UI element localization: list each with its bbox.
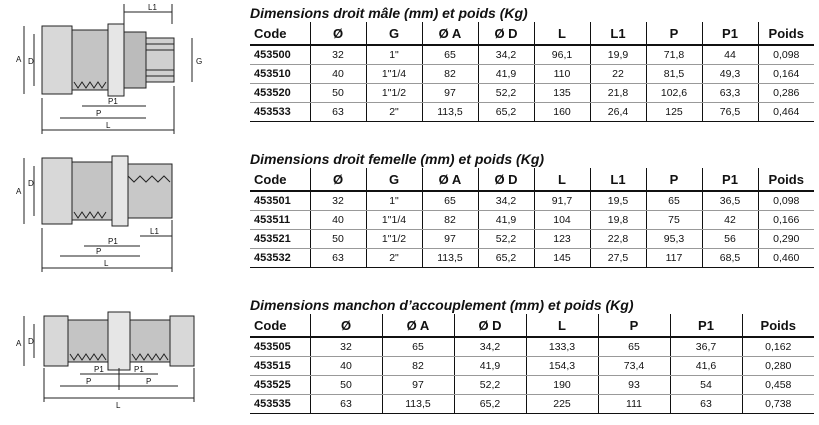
- cell: 49,3: [702, 65, 758, 84]
- label-p1: P1: [108, 237, 118, 246]
- label-g: G: [196, 57, 203, 66]
- cell: 2": [366, 249, 422, 268]
- cell: 65,2: [454, 395, 526, 414]
- cell: 133,3: [526, 337, 598, 357]
- col-p: P: [646, 168, 702, 191]
- cell: 36,7: [670, 337, 742, 357]
- cell: 123: [534, 230, 590, 249]
- col-weight: Poids: [758, 22, 814, 45]
- table-row: [250, 376, 814, 395]
- table-row: [250, 211, 814, 230]
- col-diameter: Ø: [310, 168, 366, 191]
- cell: 1": [366, 45, 422, 65]
- cell: 19,5: [590, 191, 646, 211]
- cell: 40: [310, 211, 366, 230]
- female-fitting-title: Dimensions droit femelle (mm) et poids (Kg): [250, 151, 545, 167]
- cell: 63: [310, 395, 382, 414]
- cell: 52,2: [478, 230, 534, 249]
- cell: 113,5: [382, 395, 454, 414]
- label-l1: L1: [150, 227, 159, 236]
- cell: 97: [422, 230, 478, 249]
- cell: 0,464: [758, 103, 814, 122]
- cell: 0,460: [758, 249, 814, 268]
- cell: 135: [534, 84, 590, 103]
- col-d: Ø D: [478, 168, 534, 191]
- cell: 453505: [250, 337, 310, 357]
- cell: 32: [310, 191, 366, 211]
- cell: 82: [422, 211, 478, 230]
- cell: 0,286: [758, 84, 814, 103]
- cell: 110: [534, 65, 590, 84]
- cell: 54: [670, 376, 742, 395]
- cell: 19,9: [590, 45, 646, 65]
- cell: 22,8: [590, 230, 646, 249]
- col-g: G: [366, 168, 422, 191]
- cell: 81,5: [646, 65, 702, 84]
- col-d: Ø D: [478, 22, 534, 45]
- col-weight: Poids: [742, 314, 814, 337]
- cell: 0,280: [742, 357, 814, 376]
- coupler-block: [250, 296, 814, 414]
- label-a: A: [16, 339, 22, 348]
- col-p: P: [598, 314, 670, 337]
- cell: 0,164: [758, 65, 814, 84]
- drawing-male-fitting: [4, 2, 240, 142]
- cell: 50: [310, 84, 366, 103]
- col-code: Code: [250, 168, 310, 191]
- cell: 145: [534, 249, 590, 268]
- cell: 63,3: [702, 84, 758, 103]
- table-row: [250, 191, 814, 211]
- cell: 50: [310, 230, 366, 249]
- cell: 453525: [250, 376, 310, 395]
- cell: 65: [422, 191, 478, 211]
- col-diameter: Ø: [310, 22, 366, 45]
- cell: 97: [382, 376, 454, 395]
- col-a: Ø A: [422, 168, 478, 191]
- cell: 0,738: [742, 395, 814, 414]
- cell: 91,7: [534, 191, 590, 211]
- cell: 453521: [250, 230, 310, 249]
- col-l1: L1: [590, 168, 646, 191]
- male-fitting-title: Dimensions droit mâle (mm) et poids (Kg): [250, 5, 528, 21]
- cell: 113,5: [422, 103, 478, 122]
- col-l: L: [534, 22, 590, 45]
- cell: 225: [526, 395, 598, 414]
- col-l1: L1: [590, 22, 646, 45]
- table-row: [250, 249, 814, 268]
- cell: 34,2: [478, 45, 534, 65]
- cell: 0,098: [758, 191, 814, 211]
- cell: 52,2: [478, 84, 534, 103]
- cell: 82: [422, 65, 478, 84]
- cell: 56: [702, 230, 758, 249]
- cell: 453533: [250, 103, 310, 122]
- cell: 34,2: [454, 337, 526, 357]
- cell: 453510: [250, 65, 310, 84]
- cell: 1"1/4: [366, 211, 422, 230]
- cell: 44: [702, 45, 758, 65]
- cell: 0,098: [758, 45, 814, 65]
- cell: 34,2: [478, 191, 534, 211]
- cell: 40: [310, 65, 366, 84]
- label-a: A: [16, 55, 22, 64]
- cell: 453511: [250, 211, 310, 230]
- cell: 42: [702, 211, 758, 230]
- cell: 41,9: [478, 65, 534, 84]
- label-l: L: [104, 259, 109, 268]
- label-p-right: P: [146, 377, 152, 386]
- cell: 65: [598, 337, 670, 357]
- cell: 73,4: [598, 357, 670, 376]
- cell: 41,9: [478, 211, 534, 230]
- table-row: [250, 337, 814, 357]
- label-l: L: [106, 121, 111, 130]
- table-row: [250, 65, 814, 84]
- col-l: L: [526, 314, 598, 337]
- cell: 453535: [250, 395, 310, 414]
- cell: 154,3: [526, 357, 598, 376]
- coupler-table: [250, 314, 814, 414]
- cell: 0,162: [742, 337, 814, 357]
- col-code: Code: [250, 314, 310, 337]
- col-code: Code: [250, 22, 310, 45]
- cell: 21,8: [590, 84, 646, 103]
- cell: 160: [534, 103, 590, 122]
- cell: 125: [646, 103, 702, 122]
- cell: 65,2: [478, 103, 534, 122]
- cell: 36,5: [702, 191, 758, 211]
- cell: 50: [310, 376, 382, 395]
- cell: 1"1/2: [366, 230, 422, 249]
- drawing-female-fitting: [4, 150, 240, 278]
- cell: 63: [310, 249, 366, 268]
- cell: 52,2: [454, 376, 526, 395]
- cell: 2": [366, 103, 422, 122]
- label-p1-left: P1: [94, 365, 104, 374]
- cell: 19,8: [590, 211, 646, 230]
- label-l1: L1: [148, 3, 157, 12]
- cell: 1"1/2: [366, 84, 422, 103]
- table-row: [250, 103, 814, 122]
- cell: 75: [646, 211, 702, 230]
- cell: 26,4: [590, 103, 646, 122]
- cell: 65,2: [478, 249, 534, 268]
- label-a: A: [16, 187, 22, 196]
- cell: 68,5: [702, 249, 758, 268]
- cell: 104: [534, 211, 590, 230]
- col-p: P: [646, 22, 702, 45]
- cell: 27,5: [590, 249, 646, 268]
- male-fitting-table: [250, 22, 814, 122]
- cell: 0,458: [742, 376, 814, 395]
- cell: 96,1: [534, 45, 590, 65]
- cell: 65: [382, 337, 454, 357]
- cell: 63: [670, 395, 742, 414]
- col-weight: Poids: [758, 168, 814, 191]
- cell: 453515: [250, 357, 310, 376]
- label-p: P: [96, 247, 102, 256]
- cell: 97: [422, 84, 478, 103]
- label-d: D: [28, 337, 34, 346]
- label-p1-right: P1: [134, 365, 144, 374]
- table-row: [250, 395, 814, 414]
- drawing-coupler: [4, 294, 240, 422]
- col-a: Ø A: [422, 22, 478, 45]
- col-p1: P1: [670, 314, 742, 337]
- cell: 102,6: [646, 84, 702, 103]
- label-d: D: [28, 57, 34, 66]
- cell: 453532: [250, 249, 310, 268]
- cell: 111: [598, 395, 670, 414]
- cell: 0,290: [758, 230, 814, 249]
- female-fitting-table: [250, 168, 814, 268]
- col-diameter: Ø: [310, 314, 382, 337]
- label-p: P: [96, 109, 102, 118]
- cell: 113,5: [422, 249, 478, 268]
- table-row: [250, 84, 814, 103]
- cell: 41,6: [670, 357, 742, 376]
- cell: 93: [598, 376, 670, 395]
- cell: 453520: [250, 84, 310, 103]
- col-g: G: [366, 22, 422, 45]
- female-fitting-block: [250, 150, 814, 268]
- cell: 41,9: [454, 357, 526, 376]
- cell: 95,3: [646, 230, 702, 249]
- cell: 1": [366, 191, 422, 211]
- cell: 32: [310, 337, 382, 357]
- cell: 82: [382, 357, 454, 376]
- cell: 71,8: [646, 45, 702, 65]
- cell: 0,166: [758, 211, 814, 230]
- cell: 65: [646, 191, 702, 211]
- col-a: Ø A: [382, 314, 454, 337]
- table-row: [250, 230, 814, 249]
- cell: 190: [526, 376, 598, 395]
- cell: 453500: [250, 45, 310, 65]
- cell: 63: [310, 103, 366, 122]
- cell: 32: [310, 45, 366, 65]
- cell: 76,5: [702, 103, 758, 122]
- table-row: [250, 45, 814, 65]
- coupler-title: Dimensions manchon d’accouplement (mm) et poids (Kg): [250, 297, 634, 313]
- cell: 117: [646, 249, 702, 268]
- label-d: D: [28, 179, 34, 188]
- cell: 22: [590, 65, 646, 84]
- label-p-left: P: [86, 377, 92, 386]
- cell: 40: [310, 357, 382, 376]
- cell: 65: [422, 45, 478, 65]
- table-row: [250, 357, 814, 376]
- col-d: Ø D: [454, 314, 526, 337]
- cell: 453501: [250, 191, 310, 211]
- col-p1: P1: [702, 168, 758, 191]
- col-p1: P1: [702, 22, 758, 45]
- male-fitting-block: [250, 4, 814, 122]
- col-l: L: [534, 168, 590, 191]
- label-p1: P1: [108, 97, 118, 106]
- cell: 1"1/4: [366, 65, 422, 84]
- label-l: L: [116, 401, 121, 410]
